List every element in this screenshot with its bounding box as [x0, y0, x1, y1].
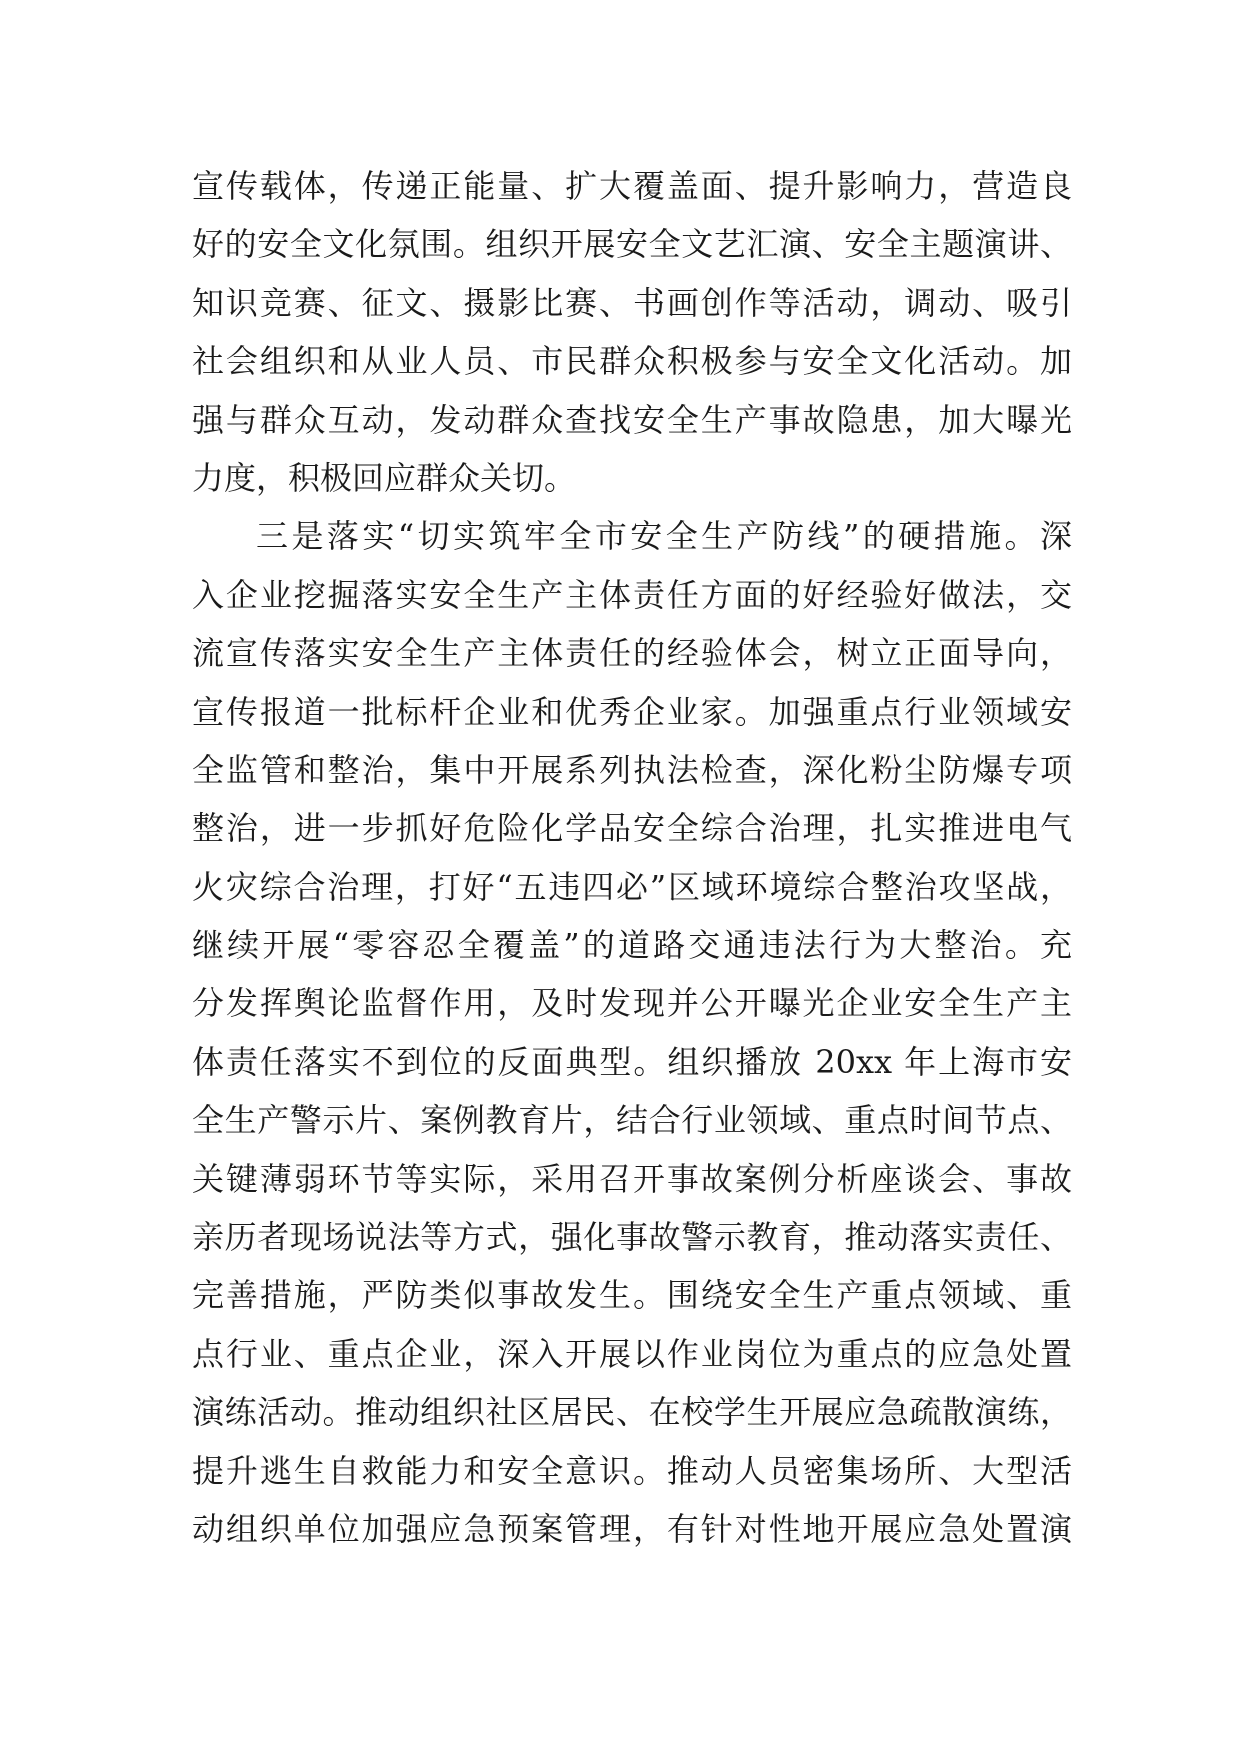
text-line: 完善措施，严防类似事故发生。围绕安全生产重点领域、重: [192, 1276, 1072, 1315]
text-line: 整治，进一步抓好危险化学品安全综合治理，扎实推进电气: [192, 809, 1072, 848]
text-line: 体责任落实不到位的反面典型。组织播放 20xx 年上海市安: [192, 1042, 1072, 1081]
text-line: 亲历者现场说法等方式，强化事故警示教育，推动落实责任、: [192, 1218, 1072, 1257]
text-line: 动组织单位加强应急预案管理，有针对性地开展应急处置演: [192, 1509, 1072, 1548]
text-line: 宣传报道一批标杆企业和优秀企业家。加强重点行业领域安: [192, 692, 1072, 731]
text-line: 强与群众互动，发动群众查找安全生产事故隐患，加大曝光: [192, 400, 1072, 439]
text-line: 流宣传落实安全生产主体责任的经验体会，树立正面导向，: [192, 634, 1072, 673]
text-line: 分发挥舆论监督作用，及时发现并公开曝光企业安全生产主: [192, 984, 1072, 1023]
text-line: 提升逃生自救能力和安全意识。推动人员密集场所、大型活: [192, 1451, 1072, 1490]
text-line: 点行业、重点企业，深入开展以作业岗位为重点的应急处置: [192, 1334, 1072, 1373]
text-line: 力度，积极回应群众关切。: [192, 458, 577, 497]
text-line: 宣传载体，传递正能量、扩大覆盖面、提升影响力，营造良: [192, 167, 1072, 205]
text-line: 演练活动。推动组织社区居民、在校学生开展应急疏散演练，: [192, 1393, 1072, 1432]
text-line: 社会组织和从业人员、市民群众积极参与安全文化活动。加: [192, 342, 1072, 381]
text-line: 全监管和整治，集中开展系列执法检查，深化粉尘防爆专项: [192, 750, 1072, 789]
text-line: 知识竞赛、征文、摄影比赛、书画创作等活动，调动、吸引: [192, 283, 1072, 322]
text-line: 全生产警示片、案例教育片，结合行业领域、重点时间节点、: [192, 1101, 1072, 1140]
text-line: 入企业挖掘落实安全生产主体责任方面的好经验好做法，交: [192, 575, 1072, 614]
body-text: [192, 157, 1072, 1558]
text-line: 关键薄弱环节等实际，采用召开事故案例分析座谈会、事故: [192, 1159, 1072, 1198]
text-line: 好的安全文化氛围。组织开展安全文艺汇演、安全主题演讲、: [192, 225, 1072, 264]
text-line: 火灾综合治理，打好“五违四必”区域环境综合整治攻坚战，: [192, 867, 1072, 906]
paragraph-heading-line: 三是落实“切实筑牢全市安全生产防线”的硬措施。深: [256, 517, 1072, 556]
text-line: 继续开展“零容忍全覆盖”的道路交通违法行为大整治。充: [192, 926, 1072, 965]
